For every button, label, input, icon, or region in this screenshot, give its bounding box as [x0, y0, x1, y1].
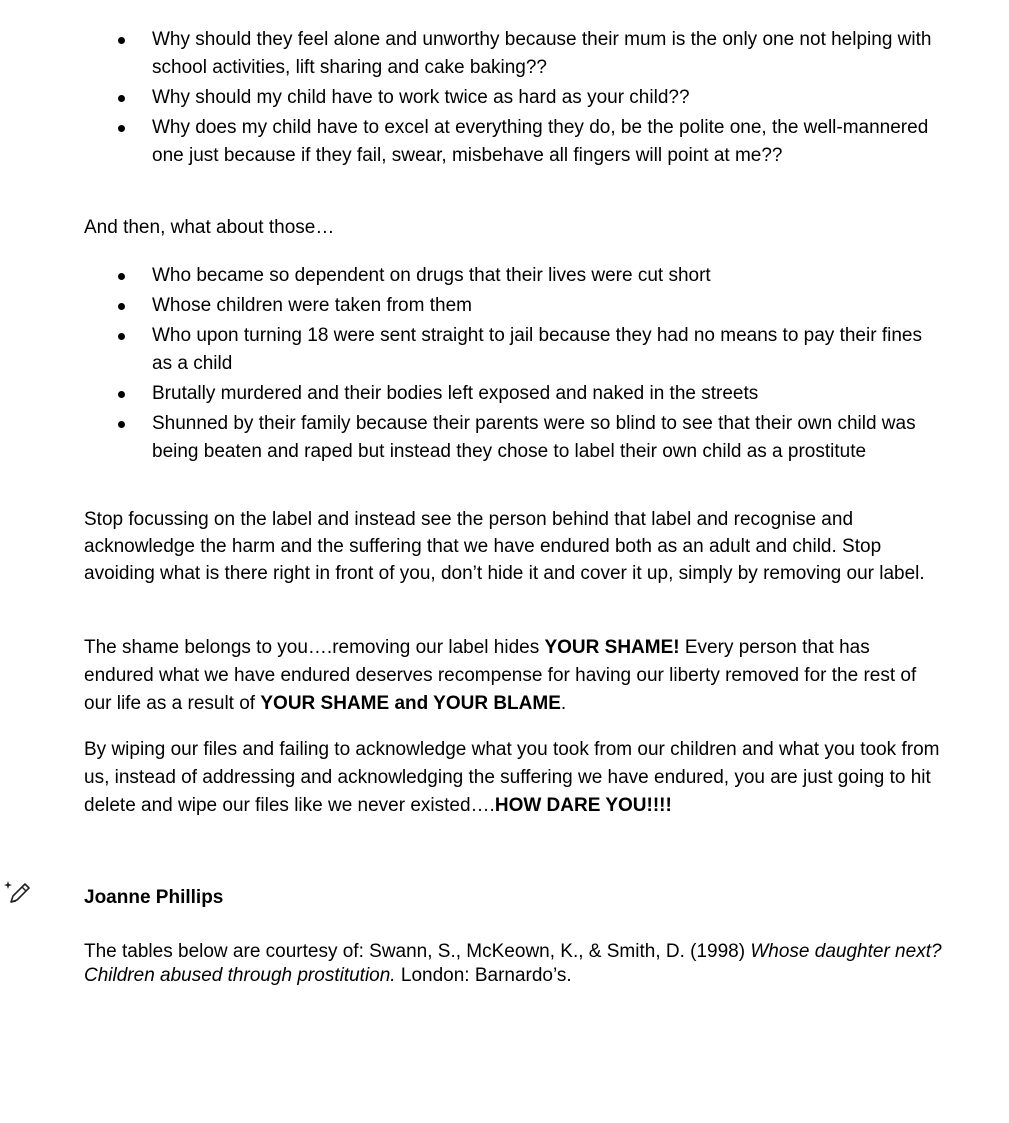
bullet-icon — [118, 421, 125, 428]
list-item: Why should they feel alone and unworthy because their mum is the only one not helping with school activities, lift sharing and cake baking?? — [0, 26, 942, 82]
stop-focussing-paragraph: Stop focussing on the label and instead see the person behind that label and recognise and acknowledge the harm and the suffering that we have endured both as an adult and child. Stop avoiding what is there right in front of you, don’t hide it and cover it up, simply by removing our label. — [84, 509, 925, 584]
bullet-list-those — [0, 262, 1009, 468]
list-item: Why does my child have to excel at everything they do, be the polite one, the well-mannered one just because if they fail, swear, misbehave all fingers will point at me?? — [0, 114, 942, 170]
bullet-list-questions — [0, 26, 1009, 172]
list-item: Shunned by their family because their parents were so blind to see that their own child was being beaten and raped but instead they chose to label their own child as a prostitute — [0, 410, 942, 466]
shame-paragraph: The shame belongs to you….removing our label hides YOUR SHAME! Every person that has endured what we have endured deserves recompense for having our liberty removed for the rest of our life as a result of YOUR SHAME and YOUR BLAME. — [84, 637, 917, 714]
list-item: Whose children were taken from them — [0, 292, 942, 320]
bullet-icon — [118, 273, 125, 280]
list-item: Who became so dependent on drugs that their lives were cut short — [0, 262, 942, 290]
bullet-icon — [118, 391, 125, 398]
bullet-icon — [118, 95, 125, 102]
citation-paragraph: The tables below are courtesy of: Swann, S., McKeown, K., & Smith, D. (1998) Whose daughter next? Children abused through prostitution. London: Barnardo’s. — [84, 941, 942, 986]
bullet-icon — [118, 37, 125, 44]
intro-paragraph: And then, what about those… — [84, 217, 335, 238]
signature: Joanne Phillips — [84, 887, 224, 908]
list-item: Why should my child have to work twice as hard as your child?? — [0, 84, 942, 112]
wiping-files-paragraph: By wiping our files and failing to acknowledge what you took from our children and what you took from us, instead of addressing and acknowledging the suffering we have endured, you are just going to hit delete and wipe our files like we never existed….HOW DARE YOU!!!! — [84, 739, 940, 816]
sparkle-pen-icon[interactable] — [4, 878, 32, 906]
bullet-icon — [118, 333, 125, 340]
bullet-icon — [118, 303, 125, 310]
list-item: Brutally murdered and their bodies left exposed and naked in the streets — [0, 380, 942, 408]
list-item: Who upon turning 18 were sent straight to jail because they had no means to pay their fines as a child — [0, 322, 942, 378]
bullet-icon — [118, 125, 125, 132]
